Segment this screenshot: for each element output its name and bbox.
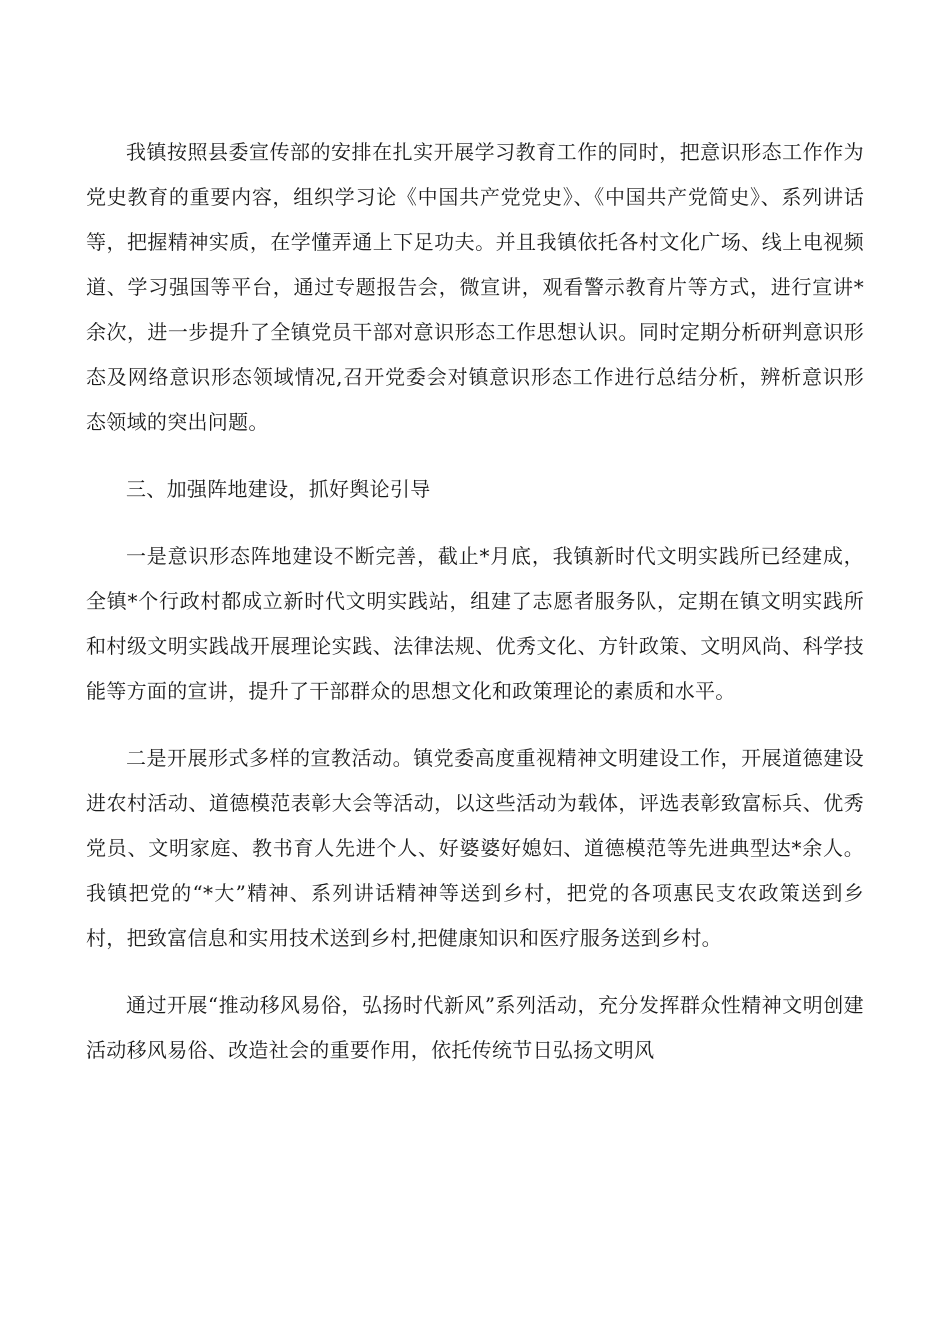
- document-body: [86, 130, 864, 1095]
- paragraph-customs-reform: 通过开展“推动移风易俗，弘扬时代新风”系列活动，充分发挥群众性精神文明创建活动移风易俗、改造社会的重要作用，依托传统节日弘扬文明风: [86, 993, 864, 1062]
- paragraph-ideology-study: 我镇按照县委宣传部的安排在扎实开展学习教育工作的同时，把意识形态工作作为党史教育的重要内容，组织学习论《中国共产党党史》、《中国共产党简史》、系列讲话等，把握精神实质，在学懂弄通上下足功夫。并且我镇依托各村文化广场、线上电视频道、学习强国等平台，通过专题报告会，微宣讲，观看警示教育片等方式，进行宣讲*余次，进一步提升了全镇党员干部对意识形态工作思想认识。同时定期分析研判意识形态及网络意识形态领域情况,召开党委会对镇意识形态工作进行总结分析，辨析意识形态领域的突出问题。: [86, 140, 864, 434]
- paragraph-education-activities: 二是开展形式多样的宣教活动。镇党委高度重视精神文明建设工作，开展道德建设进农村活动、道德模范表彰大会等活动，以这些活动为载体，评选表彰致富标兵、优秀党员、文明家庭、教书育人先进个人、好婆婆好媳妇、道德模范等先进典型达*余人。我镇把党的“*大”精神、系列讲话精神等送到乡村，把党的各项惠民支农政策送到乡村，把致富信息和实用技术送到乡村,把健康知识和医疗服务送到乡村。: [86, 746, 864, 950]
- section-heading-3: 三、加强阵地建设，抓好舆论引导: [126, 477, 431, 501]
- paragraph-position-building: 一是意识形态阵地建设不断完善，截止*月底，我镇新时代文明实践所已经建成，全镇*个行政村都成立新时代文明实践站，组建了志愿者服务队，定期在镇文明实践所和村级文明实践战开展理论实践、法律法规、优秀文化、方针政策、文明风尚、科学技能等方面的宣讲，提升了干部群众的思想文化和政策理论的素质和水平。: [86, 544, 864, 703]
